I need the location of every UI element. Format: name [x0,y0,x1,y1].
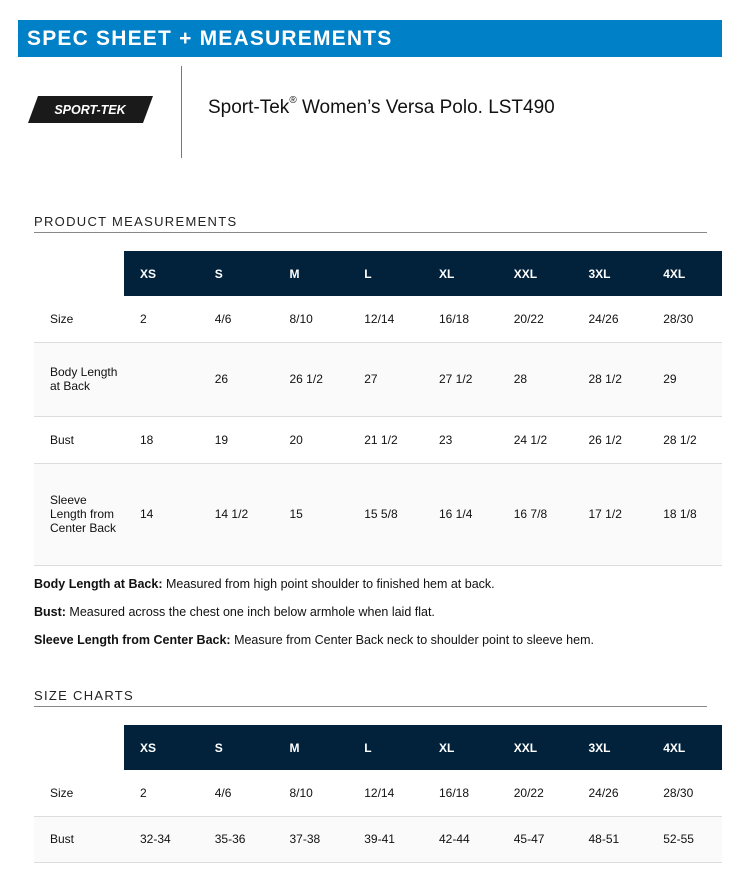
table-cell: 18 1/8 [647,463,722,565]
header-blank [34,251,124,296]
table-cell: 4/6 [199,296,274,342]
header-divider [181,66,182,158]
table-cell: 48-51 [573,816,648,862]
table-cell: 29 [647,342,722,416]
table-cell: 2 [124,770,199,816]
table-cell: 27 [348,342,423,416]
row-label: Size [34,296,124,342]
measurements-table [34,251,722,566]
table-cell: 23 [423,416,498,463]
table-cell: 14 [124,463,199,565]
table-row [34,770,722,816]
sport-tek-logo [28,96,153,123]
table-cell: 16 1/4 [423,463,498,565]
size-header: 3XL [573,251,648,296]
table-cell: 28 1/2 [573,342,648,416]
size-header: M [274,251,349,296]
size-header: XL [423,251,498,296]
table-cell: 18 [124,416,199,463]
table-cell: 24/26 [573,770,648,816]
table-cell: 16/18 [423,296,498,342]
page-title: SPEC SHEET + MEASUREMENTS [27,27,393,50]
table-cell: 20/22 [498,770,573,816]
row-label: Sleeve Length from Center Back [34,463,124,565]
table-cell: 20 [274,416,349,463]
size-header: 4XL [647,251,722,296]
size-header: XS [124,725,199,770]
section-title-size-charts: SIZE CHARTS [34,688,135,703]
note-bust: Bust: Measured across the chest one inch below armhole when laid flat. [34,605,435,619]
row-label: Size [34,770,124,816]
table-cell: 12/14 [348,770,423,816]
note-sleeve-length: Sleeve Length from Center Back: Measure from Center Back neck to shoulder point to sleeve hem. [34,633,594,647]
table-cell: 19 [199,416,274,463]
table-cell: 37-38 [274,816,349,862]
table-cell: 4/6 [199,770,274,816]
size-header: XS [124,251,199,296]
svg-text:SPORT-TEK: SPORT-TEK [54,103,126,117]
table-row [34,296,722,342]
table-cell: 24 1/2 [498,416,573,463]
table-cell: 15 5/8 [348,463,423,565]
size-header: M [274,725,349,770]
table-cell: 35-36 [199,816,274,862]
table-cell: 39-41 [348,816,423,862]
table-cell: 28/30 [647,296,722,342]
table-row [34,416,722,463]
table-cell: 32-34 [124,816,199,862]
table-row [34,342,722,416]
size-header: 3XL [573,725,648,770]
size-header: XXL [498,725,573,770]
table-cell [124,342,199,416]
table-cell: 26 1/2 [573,416,648,463]
size-header: L [348,251,423,296]
table-cell: 16 7/8 [498,463,573,565]
row-label: Bust [34,816,124,862]
table-cell: 12/14 [348,296,423,342]
row-label: Bust [34,416,124,463]
size-header: 4XL [647,725,722,770]
table-cell: 26 1/2 [274,342,349,416]
table-cell: 16/18 [423,770,498,816]
section-divider [34,232,707,233]
header-banner [18,20,722,57]
size-header: S [199,725,274,770]
table-cell: 28 [498,342,573,416]
table-cell: 8/10 [274,770,349,816]
table-cell: 42-44 [423,816,498,862]
header-blank [34,725,124,770]
row-label: Body Length at Back [34,342,124,416]
table-cell: 8/10 [274,296,349,342]
section-title-measurements: PRODUCT MEASUREMENTS [34,214,238,229]
table-cell: 45-47 [498,816,573,862]
table-cell: 21 1/2 [348,416,423,463]
table-cell: 15 [274,463,349,565]
table-cell: 28/30 [647,770,722,816]
product-title: Sport-Tek® Women’s Versa Polo. LST490 [208,95,555,118]
table-row [34,463,722,565]
size-header: XL [423,725,498,770]
table-cell: 20/22 [498,296,573,342]
size-header: XXL [498,251,573,296]
section-divider [34,706,707,707]
table-cell: 2 [124,296,199,342]
table-row [34,816,722,862]
size-header: S [199,251,274,296]
table-cell: 28 1/2 [647,416,722,463]
table-cell: 27 1/2 [423,342,498,416]
table-cell: 14 1/2 [199,463,274,565]
table-cell: 24/26 [573,296,648,342]
size-header: L [348,725,423,770]
table-cell: 52-55 [647,816,722,862]
size-chart-table [34,725,722,863]
table-cell: 26 [199,342,274,416]
table-cell: 17 1/2 [573,463,648,565]
note-body-length: Body Length at Back: Measured from high point shoulder to finished hem at back. [34,577,495,591]
